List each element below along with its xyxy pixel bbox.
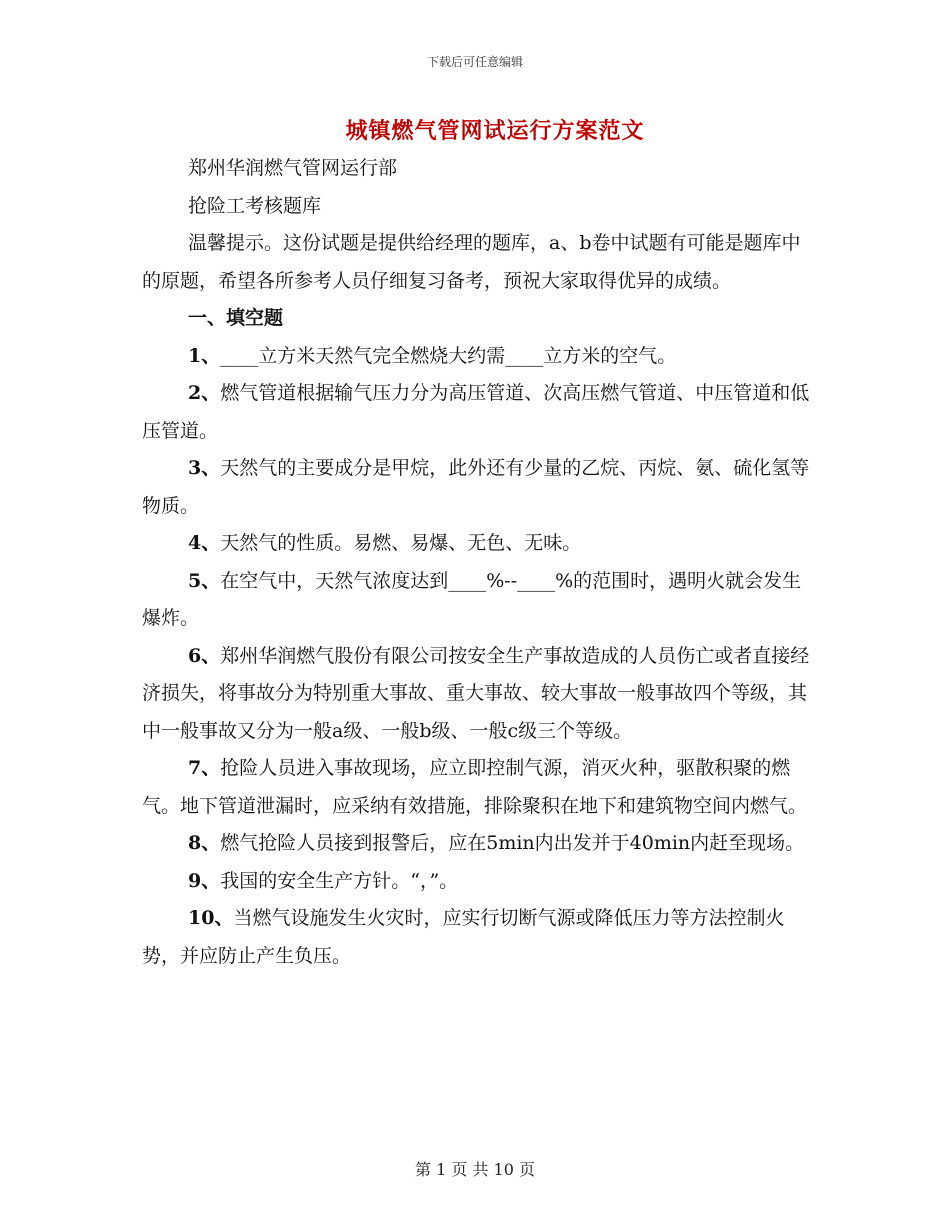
question-number: 5、 — [188, 569, 221, 592]
question-item — [142, 825, 812, 863]
question-text: 郑州华润燃气股份有限公司按安全生产事故造成的人员伤亡或者直接经济损失，将事故分为特别重大事故、重大事故、较大事故一般事故四个等级，其中一般事故又分为一般a级、一般b级、一般c级三个等级。 — [142, 644, 810, 742]
question-item — [142, 563, 812, 638]
question-number: 7、 — [188, 757, 221, 779]
question-number: 3、 — [188, 457, 221, 479]
question-text: 当燃气设施发生火灾时，应实行切断气源或降低压力等方法控制火势，并应防止产生负压。 — [142, 907, 785, 967]
question-bank-line: 抢险工考核题库 — [188, 194, 322, 217]
tip-paragraph: 温馨提示。这份试题是提供给经理的题库，a、b卷中试题有可能是题库中的原题，希望各所参考人员仔细复习备考，预祝大家取得优异的成绩。 — [142, 232, 801, 292]
question-number: 10、 — [188, 907, 234, 929]
question-item — [142, 750, 812, 825]
question-number: 2、 — [188, 382, 221, 404]
question-number: 6、 — [188, 644, 221, 667]
question-text: 燃气管道根据输气压力分为高压管道、次高压燃气管道、中压管道和低压管道。 — [142, 382, 810, 442]
question-text: 燃气抢险人员接到报警后，应在5min内出发并于40min内赶至现场。 — [220, 832, 805, 854]
question-item — [142, 375, 812, 450]
page-number-footer: 第 1 页 共 10 页 — [415, 1160, 535, 1179]
question-item — [142, 525, 812, 563]
question-item — [142, 638, 812, 751]
question-item — [142, 863, 812, 901]
question-text: ____立方米天然气完全燃烧大约需____立方米的空气。 — [220, 344, 677, 367]
question-number: 9、 — [188, 869, 221, 892]
document-body — [142, 150, 812, 975]
question-number: 4、 — [188, 532, 221, 554]
question-text: 天然气的主要成分是甲烷，此外还有少量的乙烷、丙烷、氨、硫化氢等物质。 — [142, 457, 810, 517]
document-title: 城镇燃气管网试运行方案范文 — [345, 118, 645, 144]
question-text: 在空气中，天然气浓度达到____%--____%的范围时，遇明火就会发生爆炸。 — [142, 569, 802, 629]
question-text: 天然气的性质。易燃、易爆、无色、无味。 — [220, 532, 582, 554]
org-line: 郑州华润燃气管网运行部 — [188, 157, 398, 179]
question-item — [142, 450, 812, 525]
page-header-note: 下载后可任意编辑 — [426, 55, 523, 69]
question-number: 1、 — [188, 344, 221, 367]
question-item — [142, 900, 812, 975]
question-item — [142, 338, 812, 376]
question-number: 8、 — [188, 832, 221, 854]
section-heading-fill-blank: 一、填空题 — [188, 307, 284, 329]
question-text: 抢险人员进入事故现场，应立即控制气源，消灭火种，驱散积聚的燃气。地下管道泄漏时，应采纳有效措施，排除聚积在地下和建筑物空间内燃气。 — [142, 757, 808, 817]
question-text: 我国的安全生产方针。“，”。 — [220, 869, 459, 892]
